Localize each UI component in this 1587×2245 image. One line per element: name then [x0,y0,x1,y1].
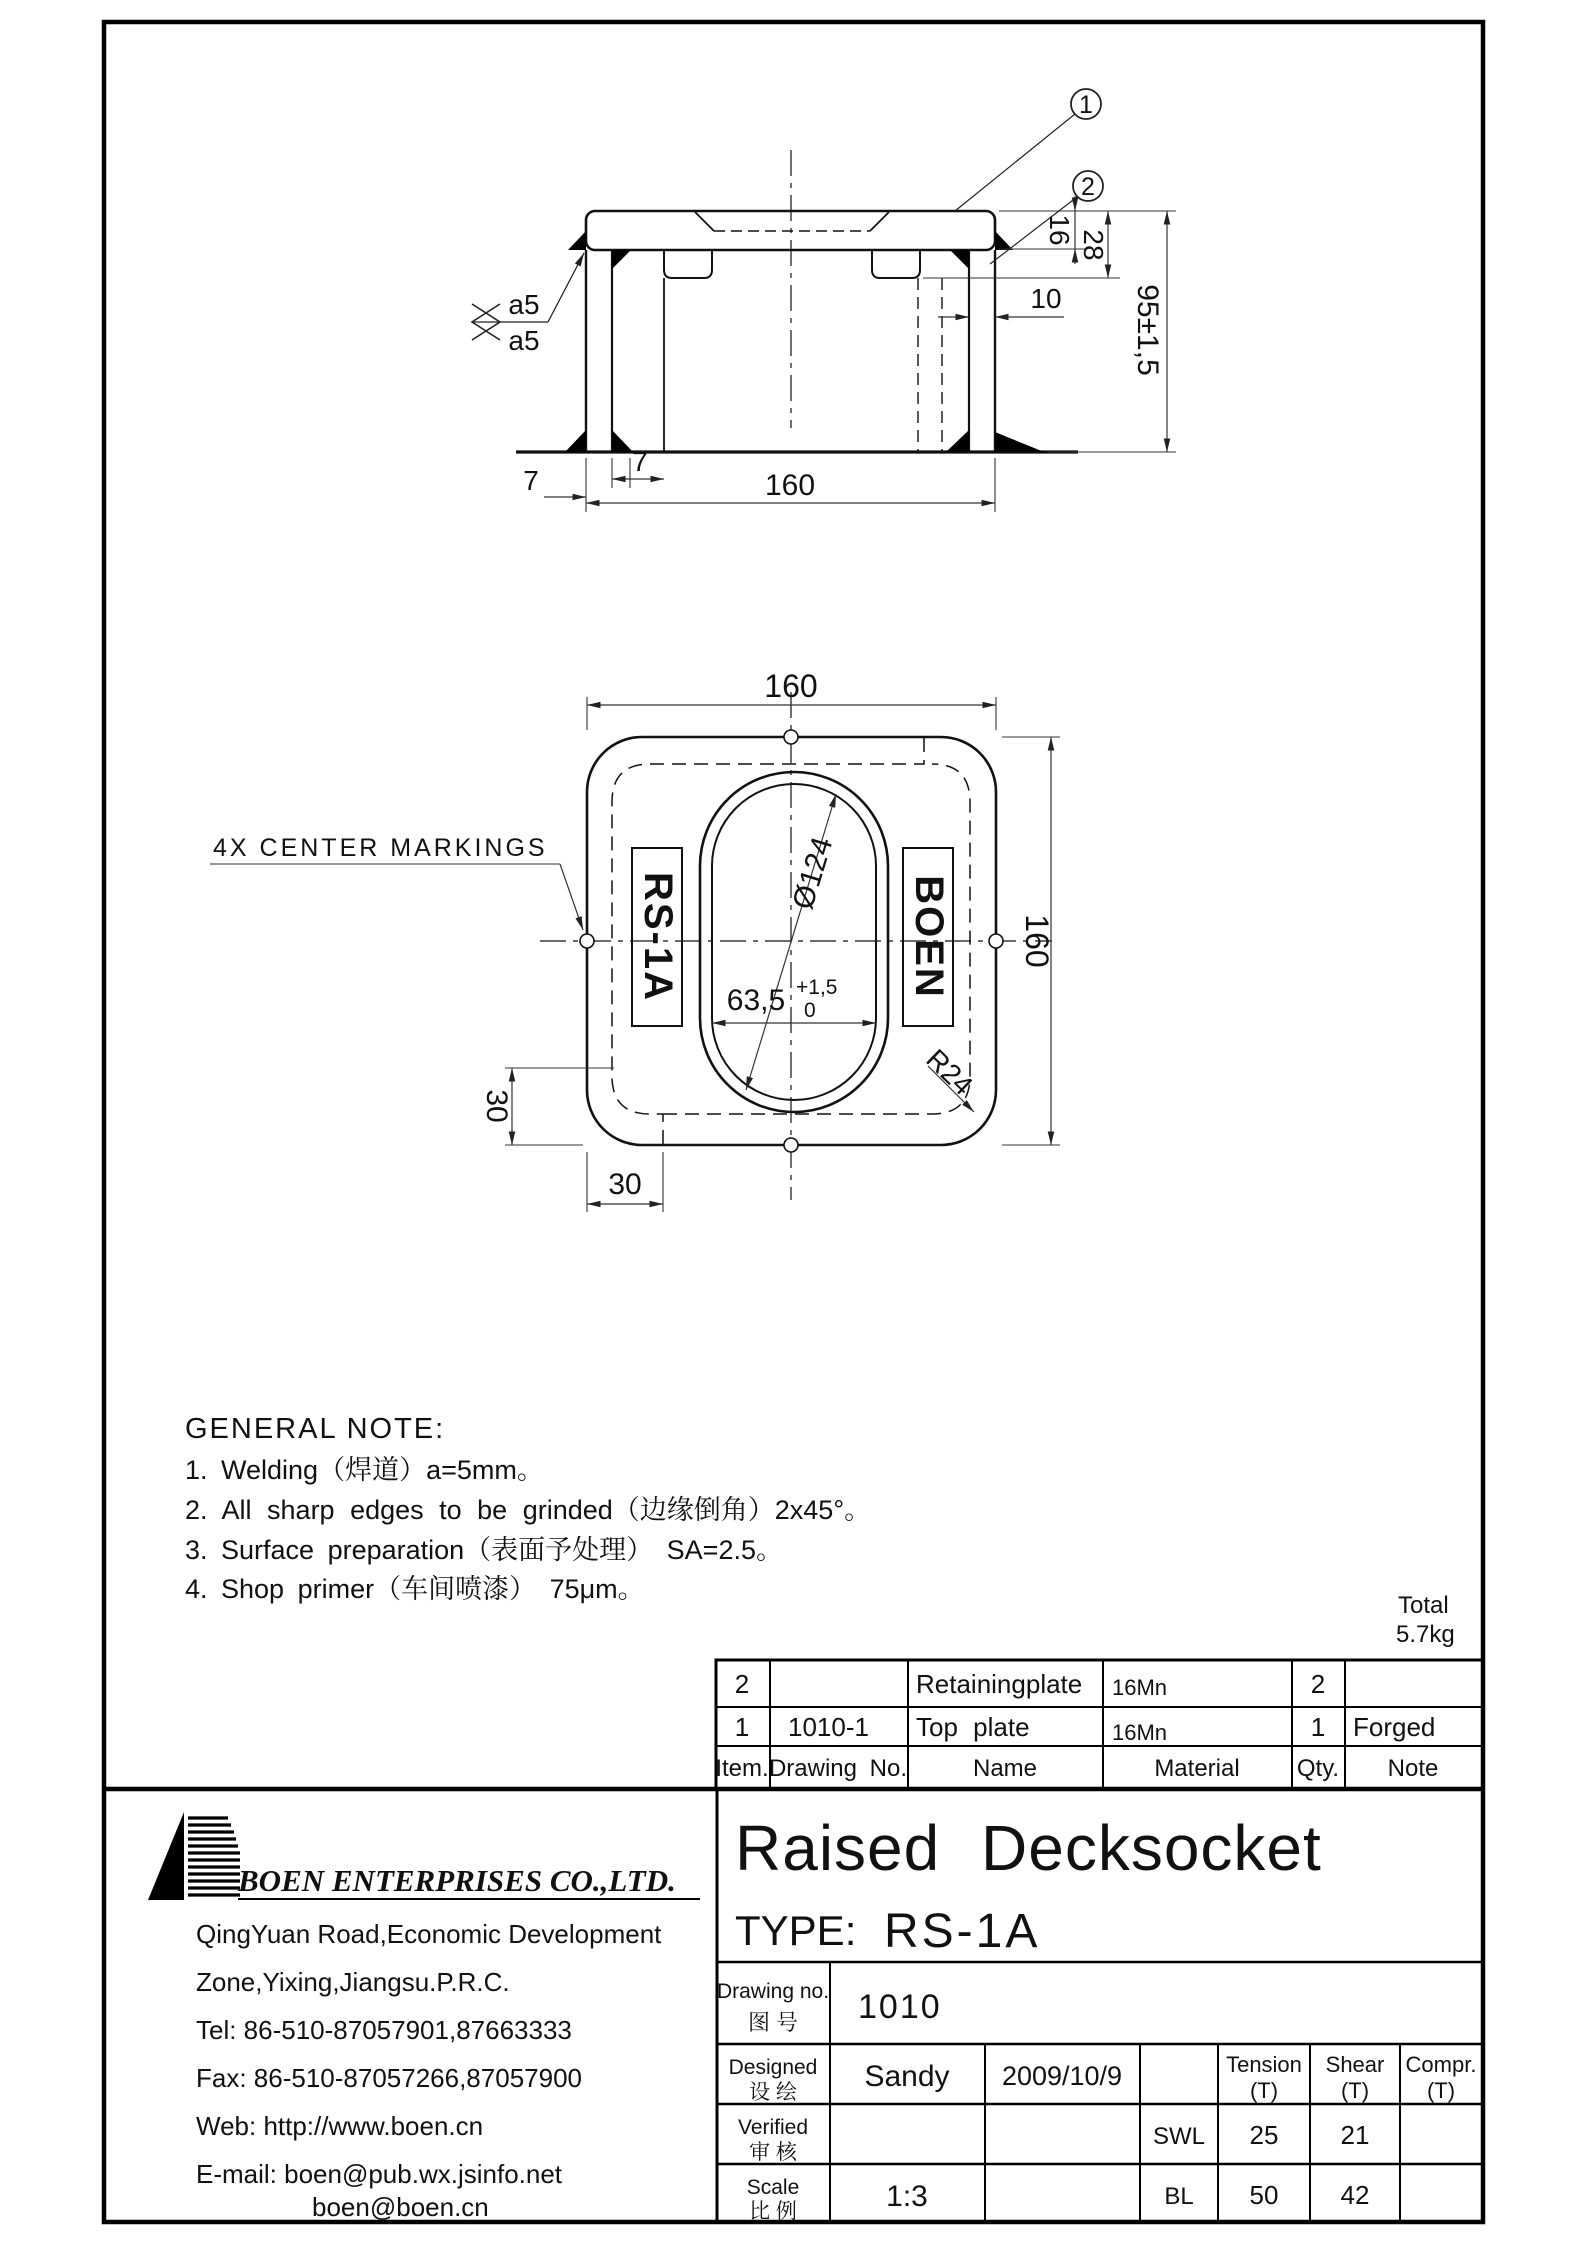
center-marking-bottom [784,1138,798,1152]
tension-unit: (T) [1249,2078,1279,2103]
front-view [472,89,1176,512]
center-marking-left [580,934,594,948]
weld-size-bottom: a5 [508,325,540,356]
parts-row1-material: 16Mn [1112,1675,1168,1700]
swl-shear-value: 21 [1340,2120,1370,2150]
company-email-2: boen@boen.cn [312,2192,489,2222]
verified-label: Verified [737,2116,809,2139]
shear-unit: (T) [1340,2078,1370,2103]
dim-diameter-124: Ø124 [786,833,840,914]
dim-28: 28 [1078,229,1109,261]
parts-header-qty: Qty. [1296,1755,1340,1782]
parts-row2-drawing-no: 1010-1 [788,1712,869,1742]
drawing-no-value: 1010 [858,1988,942,2026]
parts-header-item: Item. [715,1755,769,1782]
dim-10: 10 [1030,283,1062,314]
parts-row1-qty: 2 [1310,1669,1326,1699]
parts-header-material: Material [1154,1755,1240,1782]
total-weight-value: 5.7kg [1396,1621,1455,1648]
top-view [210,668,1060,1212]
swl-tension-value: 25 [1249,2120,1279,2150]
designed-name: Sandy [864,2060,950,2093]
parts-row2-item: 1 [734,1712,750,1742]
stamp-text-right: BOEN [907,875,951,999]
designed-date: 2009/10/9 [1001,2061,1123,2091]
scale-value: 1:3 [886,2180,928,2213]
dim-7-outer: 7 [523,465,539,496]
scale-label: Scale [746,2176,800,2199]
socket-recess-chamfers [695,212,889,231]
general-note-item-2: 2. All sharp edges to be grinded（边缘倒角）2x45°。 [185,1495,872,1525]
parts-header-name: Name [972,1755,1038,1782]
scale-label-zh: 比 例 [749,2200,797,2223]
dim-30-horizontal: 30 [608,1168,642,1201]
weld-fillets [565,231,1044,452]
stadium-hole-outer [700,772,888,1112]
general-note-title: GENERAL NOTE: [185,1413,446,1445]
general-note-item-3: 3. Surface preparation（表面予处理） SA=2.5。 [185,1535,783,1565]
general-note-item-4: 4. Shop primer（车间喷漆） 75μm。 [185,1574,645,1604]
type-value: RS-1A [884,1905,1041,1958]
designed-label: Designed [728,2056,818,2079]
parts-row1-name: Retainingplate [916,1669,1083,1699]
dim-63-5-tol-zero: 0 [804,999,816,1022]
company-address-2: Zone,Yixing,Jiangsu.P.R.C. [196,1967,510,1997]
company-web: Web: http://www.boen.cn [196,2111,484,2141]
parts-row2-qty: 1 [1310,1712,1326,1742]
total-weight-label: Total [1398,1592,1449,1619]
company-email-1: E-mail: boen@pub.wx.jsinfo.net [196,2159,563,2189]
dim-160-top: 160 [764,668,818,704]
general-note [185,1413,871,1604]
type-label: TYPE: [735,1907,857,1954]
dim-95: 95±1,5 [1131,284,1164,376]
company-tel: Tel: 86-510-87057901,87663333 [196,2015,572,2045]
drawing-no-label-zh: 图 号 [747,2010,799,2035]
parts-header-drawing-no: Drawing No. [768,1755,908,1782]
center-marking-right [989,934,1003,948]
dim-160-front: 160 [764,469,816,502]
parts-table [715,1660,1483,1789]
designed-label-zh: 设 绘 [749,2081,797,2104]
company-info [196,1863,676,2222]
company-address-1: QingYuan Road,Economic Development [196,1919,662,1949]
parts-row2-note: Forged [1353,1712,1436,1742]
general-note-item-1: 1. Welding（焊道）a=5mm。 [185,1455,544,1485]
bl-tension-value: 50 [1249,2180,1279,2210]
left-slot-outline [664,250,712,278]
compr-unit: (T) [1426,2078,1456,2103]
dim-63-5-tol-plus: +1,5 [796,976,838,999]
company-logo [148,1812,240,1900]
parts-row2-name: Top plate [916,1712,1030,1742]
dim-63-5: 63,5 [726,984,786,1017]
center-markings-annotation: 4X CENTER MARKINGS [213,834,548,862]
parts-row2-material: 16Mn [1112,1720,1168,1745]
stadium-hole-inner [712,784,876,1100]
bl-shear-value: 42 [1340,2180,1370,2210]
balloon-1-label: 1 [1079,91,1093,119]
parts-row1-item: 2 [734,1669,750,1699]
tension-header: Tension [1226,2052,1302,2077]
dim-16: 16 [1044,214,1075,246]
swl-label: SWL [1152,2123,1206,2150]
company-name: BOEN ENTERPRISES CO.,LTD. [238,1863,676,1898]
center-marking-top [784,730,798,744]
balloon-2-label: 2 [1081,173,1095,201]
title-block [104,1789,1483,2223]
right-slot-outline [872,250,920,278]
verified-label-zh: 审 核 [749,2141,797,2164]
weld-size-top: a5 [508,289,540,320]
drawing-no-label: Drawing no. [716,1980,830,2003]
compr-header: Compr. [1405,2052,1477,2077]
dim-7-inner: 7 [632,446,648,477]
dim-160-right: 160 [1019,914,1055,968]
dim-30-vertical: 30 [480,1089,513,1123]
stamp-text-left: RS-1A [636,871,680,1003]
company-fax: Fax: 86-510-87057266,87057900 [196,2063,582,2093]
parts-header-note: Note [1387,1755,1439,1782]
total-weight [1396,1592,1455,1648]
bl-label: BL [1164,2183,1194,2210]
drawing-title: Raised Decksocket [735,1812,1322,1884]
dim-r24: R24 [920,1043,979,1102]
shear-header: Shear [1325,2052,1385,2077]
